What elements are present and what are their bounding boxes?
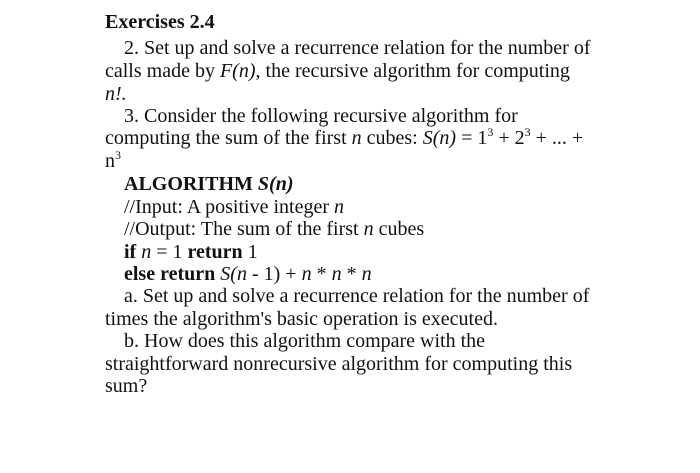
exercise-2-line-2 [105,59,570,83]
algorithm-keyword: ALGORITHM [124,173,258,195]
part-b-line-2: straightforward nonrecursive algorithm for computing this [105,353,573,375]
text-span: n [105,150,115,172]
text-span: * [341,263,362,285]
function-s-n: S(n) [422,127,457,149]
algorithm-output-comment [124,217,424,241]
part-a-line-2: times the algorithm's basic operation is executed. [105,308,498,330]
text-span: cubes: [361,127,423,149]
variable-n: n [363,218,374,240]
text-span: //Output: The sum of the first [124,218,364,240]
text-span: = 1 [151,241,188,263]
algorithm-input-comment [124,195,344,219]
algorithm-if-line [124,240,258,264]
text-span: + 2 [493,127,525,149]
variable-n: n [333,196,344,218]
recursive-call: S(n [220,263,247,285]
exponent: 3 [524,125,531,139]
text-span: computing the sum of the first [105,127,352,149]
algorithm-title [124,172,293,196]
exercises-heading: Exercises 2.4 [105,11,215,33]
text-span: = 1 [456,127,488,149]
variable-n: n [301,263,312,285]
function-f-n: F(n) [219,60,256,82]
variable-n: n [141,241,152,263]
if-keyword: if [124,241,137,263]
n-factorial: n!. [105,83,127,105]
exercise-2-line-3 [105,82,127,106]
algorithm-name: S(n) [257,173,294,195]
part-a-line-1: a. Set up and solve a recurrence relation for the number of [124,285,590,307]
text-span: //Input: A positive integer [124,196,334,218]
exercise-3-line-3 [105,149,121,173]
text-span: + ... + [530,127,584,149]
variable-n: n [351,127,362,149]
exercise-3-line-2 [105,126,583,150]
text-span: calls made by [105,60,220,82]
text-span: - 1) + [246,263,302,285]
text-span: * [311,263,332,285]
text-span: cubes [373,218,425,240]
return-keyword: return [187,241,243,263]
exercise-3-line-1: 3. Consider the following recursive algorithm for [124,105,518,127]
exponent: 3 [487,125,494,139]
text-span: 1 [242,241,258,263]
else-return-keyword: else return [124,263,216,285]
part-b-line-3: sum? [105,375,148,397]
variable-n: n [361,263,372,285]
exercise-2-line-1: 2. Set up and solve a recurrence relation for the number of [124,37,591,59]
variable-n: n [331,263,342,285]
exponent: 3 [115,148,121,162]
algorithm-else-line [124,262,372,286]
text-span: , the recursive algorithm for computing [255,60,570,82]
part-b-line-1: b. How does this algorithm compare with the [124,330,486,352]
